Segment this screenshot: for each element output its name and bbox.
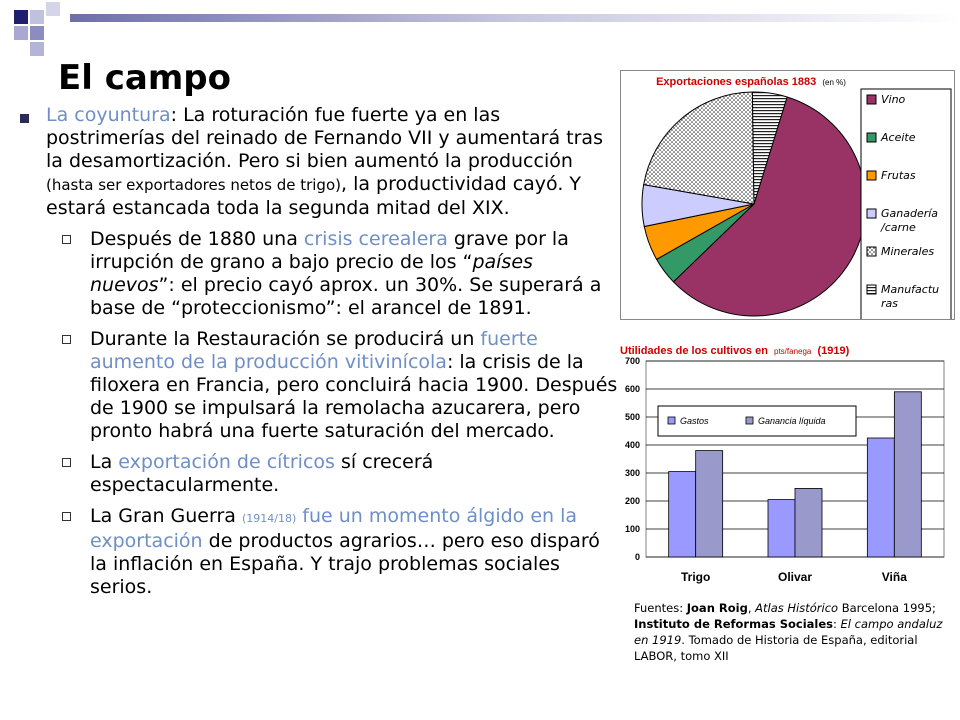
bar-gastos-trigo: [669, 472, 696, 557]
legend-swatch-manufacturas: [867, 285, 876, 294]
x-tick-label: Olivar: [777, 570, 813, 584]
item-text: de productos agrarios… pero eso disparó la inflación en España. Y trajo problemas sociales serios.: [90, 530, 600, 598]
y-tick-label: 200: [624, 496, 640, 506]
legend-label-aceite: Aceite: [881, 131, 916, 144]
credits-sep: :: [832, 617, 841, 631]
intro-text: La roturación fue fuerte ya en las postrimerías del reinado de Fernando VII y aumentará tras la desamortización. Pero si bien aumentó la producción: [46, 104, 603, 172]
bar-gastos-vi-a: [867, 438, 894, 557]
credits-author: Joan Roig: [686, 601, 748, 615]
bar-title: [620, 345, 850, 357]
deco-square: [30, 26, 44, 40]
top-gradient-bar: [70, 14, 960, 22]
item-text: grave por la irrupción de grano a bajo precio de los “: [90, 228, 569, 273]
intro-colon: :: [170, 104, 178, 126]
item-text: sí crecerá espectacularmente.: [90, 451, 434, 496]
item-highlight: fue un momento álgido en la exportación: [90, 505, 578, 552]
credits-prefix: Fuentes:: [634, 601, 687, 615]
page-title: El campo: [58, 58, 231, 98]
deco-square: [46, 2, 60, 16]
bar-ganancia-l-quida-trigo: [696, 451, 723, 557]
y-tick-label: 600: [624, 384, 640, 394]
bar-title-year: (1919): [817, 345, 850, 357]
deco-square: [30, 42, 44, 56]
list-item: [18, 505, 618, 599]
hollow-square-bullet-icon: [62, 458, 71, 467]
item-highlight: fuerte aumento de la producción vitivinícola: [90, 328, 538, 373]
item-text: : la crisis de la filoxera en Francia, pero concluirá hacia 1900. Después de 1900 se impulsará la remolacha azucarera, pero pronto habrá una fuerte saturación del mercado.: [90, 351, 618, 442]
pie-title-unit: (en %): [822, 78, 846, 87]
item-text: Después de 1880 una: [90, 228, 304, 250]
legend-label-frutas: Frutas: [881, 169, 916, 182]
pie-chart-panel: [620, 70, 955, 320]
legend-label-manufacturas: ras: [881, 297, 898, 310]
item-text: ”: el precio cayó aprox. un 30%. Se superará a base de “proteccionismo”: el arancel de 1891.: [90, 274, 602, 319]
bar-title-main: Utilidades de los cultivos en: [620, 345, 768, 357]
y-tick-label: 700: [624, 356, 640, 366]
deco-square: [14, 26, 28, 40]
x-tick-label: Trigo: [680, 570, 711, 584]
credits-work: Atlas Histórico: [755, 601, 839, 615]
legend-label-manufacturas: Manufactu: [881, 283, 940, 296]
bar-ganancia-l-quida-vi-a: [894, 392, 921, 557]
item-highlight: crisis cerealera: [303, 228, 448, 250]
item-highlight: exportación de cítricos: [118, 451, 335, 473]
y-tick-label: 400: [624, 440, 640, 450]
sources-credits: [634, 600, 954, 664]
pie-title: [656, 76, 846, 88]
item-italic: países nuevos: [90, 251, 533, 296]
legend-swatch-ganader-a-carne: [867, 209, 876, 218]
legend-swatch-ganancia-l-quida: [746, 417, 753, 424]
intro-paragraph: [18, 104, 618, 220]
pie-slice-minerales: [644, 92, 754, 204]
legend-swatch-gastos: [668, 417, 675, 424]
intro-label: La coyuntura: [46, 104, 171, 126]
deco-square: [14, 10, 28, 24]
item-highlight-small: (1914/18): [241, 512, 297, 525]
legend-swatch-vino: [867, 95, 876, 104]
item-text: La Gran Guerra: [90, 505, 242, 527]
credits-sep: ,: [747, 601, 756, 615]
legend-label-vino: Vino: [881, 93, 906, 106]
legend-swatch-frutas: [867, 171, 876, 180]
y-tick-label: 100: [624, 524, 640, 534]
credits-text: . Tomado de Historia de España, editorial LABOR, tomo XII: [634, 633, 918, 663]
y-tick-label: 500: [624, 412, 640, 422]
hollow-square-bullet-icon: [62, 512, 71, 521]
legend-label-gastos: Gastos: [680, 416, 709, 426]
list-item: [18, 451, 618, 497]
list-item: [18, 228, 618, 320]
item-text: Durante la Restauración se producirá un: [90, 328, 481, 350]
intro-paren: (hasta ser exportadores netos de trigo): [46, 176, 341, 194]
square-bullet-icon: [20, 114, 29, 123]
credits-author: Instituto de Reformas Sociales: [634, 617, 833, 631]
x-tick-label: Viña: [881, 570, 907, 584]
legend-swatch-minerales: [867, 247, 876, 256]
deco-square: [30, 10, 44, 24]
hollow-square-bullet-icon: [62, 335, 71, 344]
intro-text-end: , la productividad cayó. Y estará estancada toda la segunda mitad del XIX.: [46, 173, 582, 219]
bar-chart-panel: [618, 343, 948, 595]
legend-label-ganancia-l-quida: Ganancia líquida: [758, 416, 826, 426]
list-item: [18, 328, 618, 443]
pie-chart: [621, 71, 954, 319]
legend-swatch-aceite: [867, 133, 876, 142]
pie-title-main: Exportaciones españolas 1883: [656, 76, 817, 88]
legend-label-ganader-a-carne: /carne: [881, 221, 916, 234]
corner-decoration: [0, 0, 70, 60]
bar-chart: [618, 343, 948, 595]
hollow-square-bullet-icon: [62, 235, 71, 244]
bar-ganancia-l-quida-olivar: [795, 488, 822, 557]
slide-content: [18, 104, 618, 607]
bar-title-unit: pts/fanega: [774, 347, 812, 356]
bar-gastos-olivar: [768, 500, 795, 557]
credits-work: El campo andaluz en 1919: [634, 617, 943, 647]
legend-label-minerales: Minerales: [881, 245, 935, 258]
y-tick-label: 300: [624, 468, 640, 478]
item-text: La: [90, 451, 119, 473]
y-tick-label: 0: [634, 552, 640, 562]
legend-label-ganader-a-carne: Ganadería: [881, 207, 939, 220]
credits-text: Barcelona 1995;: [838, 601, 936, 615]
